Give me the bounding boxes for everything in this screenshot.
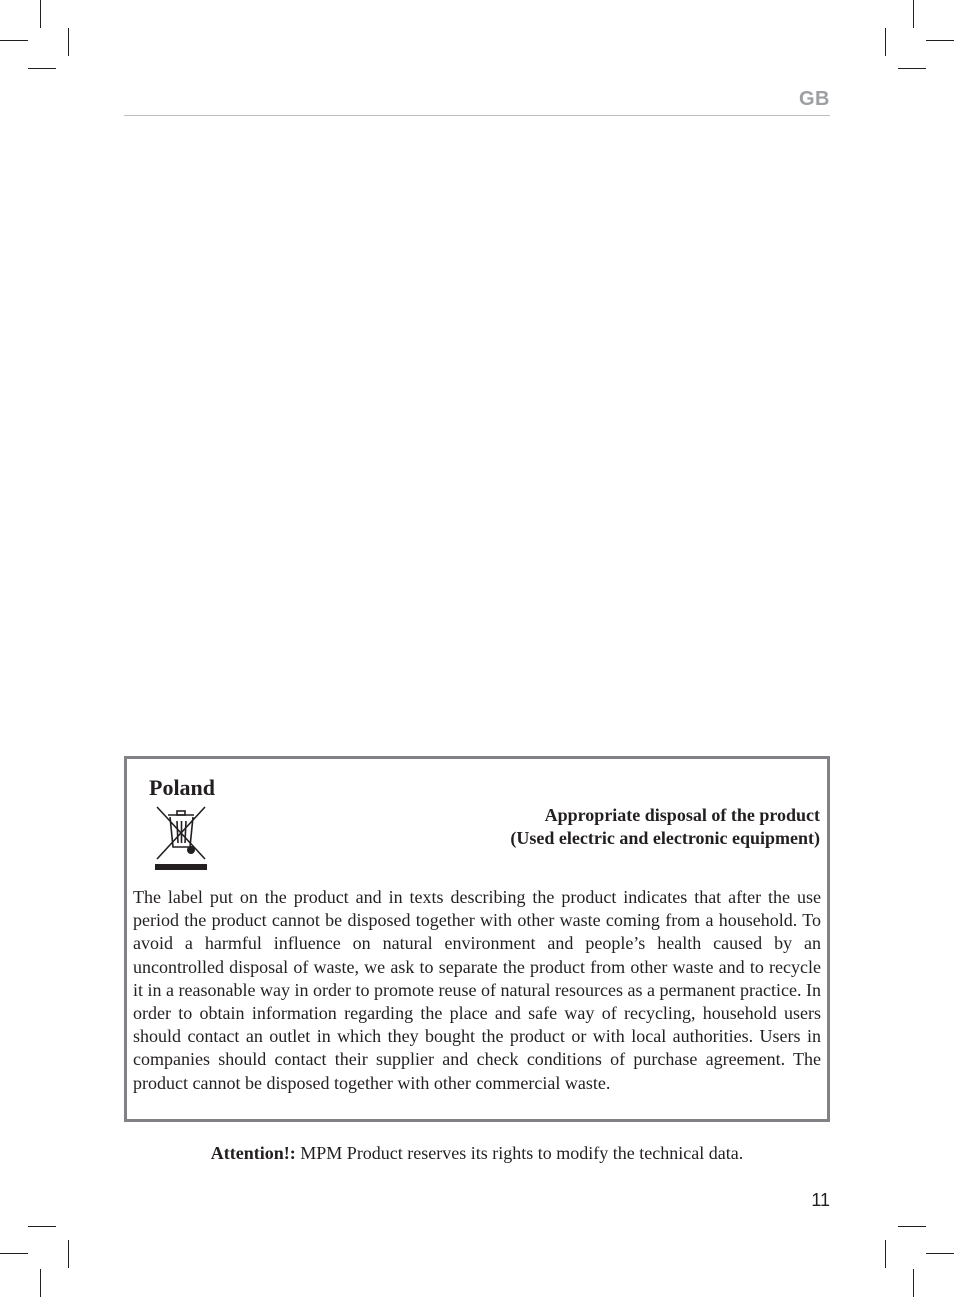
crop-mark bbox=[898, 1226, 926, 1227]
header-divider bbox=[124, 115, 830, 116]
disposal-subtitle-line: (Used electric and electronic equipment) bbox=[510, 828, 820, 848]
attention-label: Attention!: bbox=[210, 1143, 296, 1163]
crop-mark bbox=[913, 1269, 914, 1297]
country-label: Poland bbox=[149, 775, 216, 800]
crop-mark bbox=[926, 40, 954, 41]
disposal-title-line: Appropriate disposal of the product bbox=[544, 805, 820, 825]
crop-mark bbox=[0, 40, 28, 41]
attention-text: MPM Product reserves its rights to modify the technical data. bbox=[295, 1143, 744, 1163]
page-number: 11 bbox=[811, 1190, 830, 1210]
crop-mark bbox=[913, 0, 914, 28]
disposal-body-text: The label put on the product and in texts describing the product indicates that after the use period the product cannot be disposed together with other waste coming from a household. To avoid a harmful influence on natural environment and people’s health caused by an uncontrolled disposal of waste, we ask to separate the product from other waste and to recycle it in a reasonable way in order to promote reuse of natural resources as a permanent practice. In order to obtain information regarding the place and safe way of recycling, household users should contact an outlet in which they bought the product or with local authorities. Users in companies should contact their supplier and check conditions of purchase agreement. The product cannot be disposed together with other commercial waste. bbox=[133, 887, 821, 1093]
disposal-notice-box bbox=[124, 756, 830, 1122]
crop-mark bbox=[40, 1269, 41, 1297]
crop-mark bbox=[885, 28, 886, 56]
crop-mark bbox=[898, 68, 926, 69]
crossed-out-wheelie-bin-icon bbox=[153, 801, 209, 871]
language-code: GB bbox=[799, 88, 830, 110]
crop-mark bbox=[68, 28, 69, 56]
attention-note bbox=[0, 1143, 954, 1164]
crop-mark bbox=[926, 1253, 954, 1254]
crop-mark bbox=[40, 0, 41, 28]
disposal-title bbox=[510, 804, 820, 850]
crop-mark bbox=[68, 1240, 69, 1268]
crop-mark bbox=[0, 1253, 28, 1254]
crop-mark bbox=[28, 68, 56, 69]
crop-mark bbox=[28, 1226, 56, 1227]
crop-mark bbox=[885, 1240, 886, 1268]
